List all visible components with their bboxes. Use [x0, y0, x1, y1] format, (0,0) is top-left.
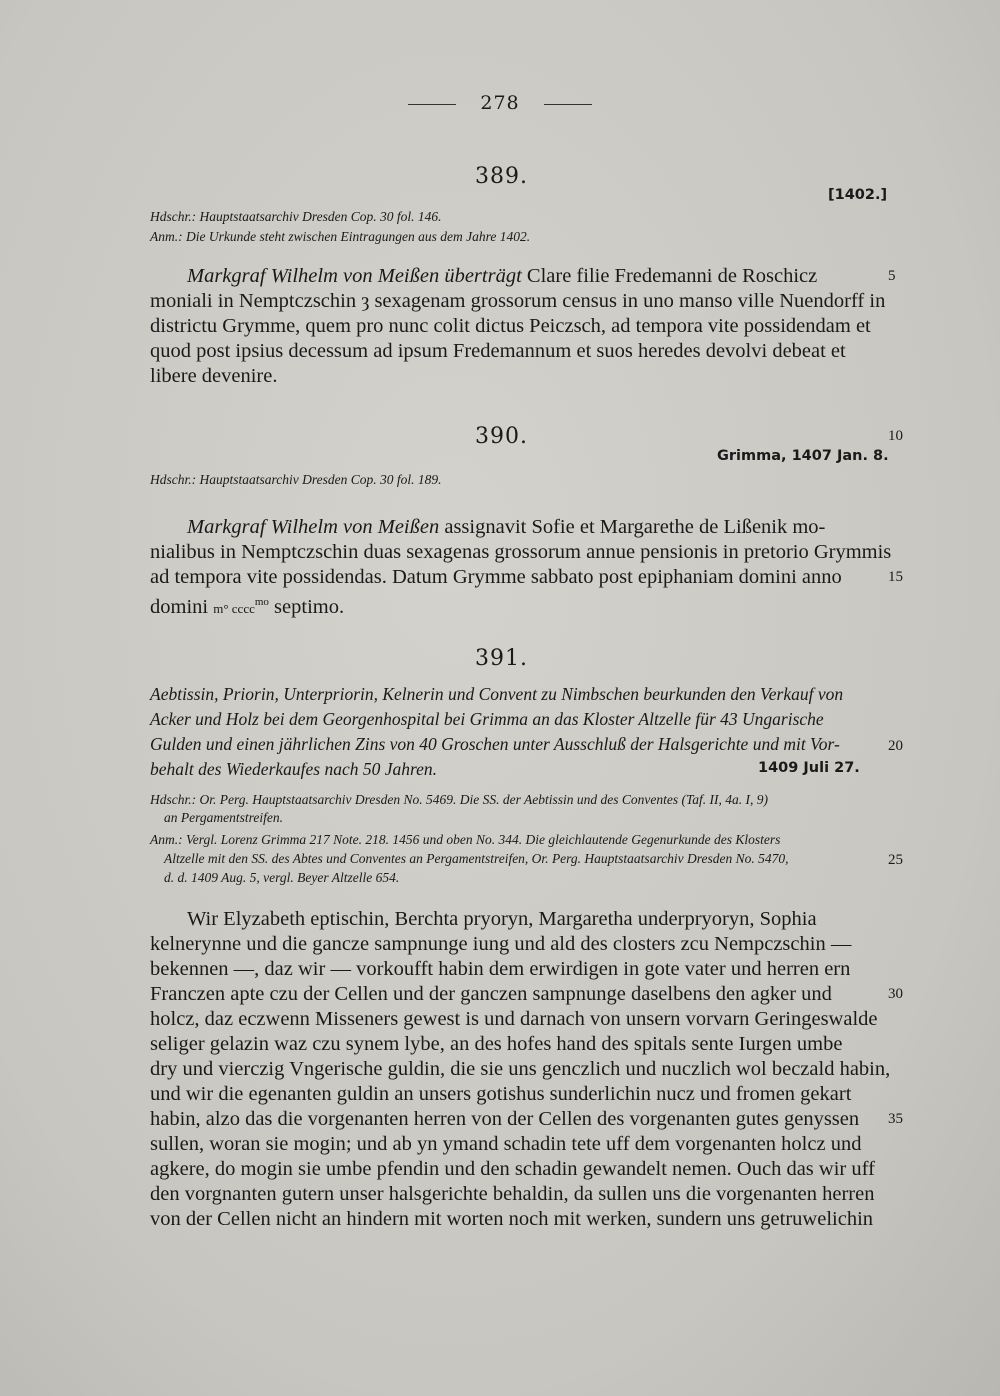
body-line-391-5: holcz, daz eczwenn Misseners gewest is und darnach von unsern vorvarn Geringeswalde — [150, 1008, 878, 1030]
body-line-391-9: habin, alzo das die vorgenanten herren von der Cellen des vorgenanten gutes genyssen — [150, 1108, 860, 1130]
document-number-389: 389. — [475, 164, 528, 189]
header-rule-left — [408, 104, 456, 105]
body-line-389-4: quod post ipsius decessum ad ipsum Fredemannum et suos heredes devolvi debeat et — [150, 340, 846, 362]
document-date-389: [1402.] — [828, 187, 888, 203]
body-line-391-7: dry und vierczig Vngerische guldin, die sie uns genczlich und nuczlich wol beczald habin, — [150, 1058, 891, 1080]
annotation-391-2: Altzelle mit den SS. des Abtes und Conventes an Pergamentstreifen, Or. Perg. Hauptstaatsarchiv Dresden No. 5470, — [164, 851, 789, 866]
manuscript-note-390: Hdschr.: Hauptstaatsarchiv Dresden Cop. 30 fol. 189. — [150, 472, 442, 487]
document-date-390: Grimma, 1407 Jan. 8. — [717, 448, 889, 464]
body-line-391-1: Wir Elyzabeth eptischin, Berchta pryoryn, Margaretha underpryoryn, Sophia — [187, 908, 817, 930]
line-number-5: 5 — [888, 268, 896, 284]
document-date-391: 1409 Juli 27. — [758, 760, 860, 776]
regest-line-2: Acker und Holz bei dem Georgenhospital bei Grimma an das Kloster Altzelle für 43 Ungarische — [150, 709, 824, 729]
page-header — [0, 92, 1000, 114]
body-line-390-3: ad tempora vite possidendas. Datum Grymme sabbato post epiphaniam domini anno — [150, 566, 842, 588]
body-line-391-12: den vorgnanten gutern unser halsgerichte behaldin, da sullen uns die vorgenanten herren — [150, 1183, 875, 1205]
regest-line-3: Gulden und einen jährlichen Zins von 40 Groschen unter Ausschluß der Halsgerichte und mit Vor- — [150, 734, 840, 754]
body-line-391-2: kelnerynne und die gancze sampnunge iung und ald des closters zcu Nempczschin — — [150, 933, 852, 955]
body-line-390-1: Markgraf Wilhelm von Meißen assignavit Sofie et Margarethe de Lißenik mo- — [187, 516, 826, 538]
line-number-10: 10 — [888, 428, 903, 444]
document-number-390: 390. — [475, 424, 528, 449]
document-number-391: 391. — [475, 646, 528, 671]
line-number-25: 25 — [888, 852, 903, 868]
header-rule-right — [544, 104, 592, 105]
manuscript-note-391-1: Hdschr.: Or. Perg. Hauptstaatsarchiv Dresden No. 5469. Die SS. der Aebtissin und des Conventes (Taf. II, 4a. I, 9) — [150, 792, 768, 807]
body-line-391-13: von der Cellen nicht an hindern mit worten noch mit werken, sundern uns getruwelichin — [150, 1208, 874, 1230]
body-line-389-5: libere devenire. — [150, 365, 278, 387]
line-number-20: 20 — [888, 738, 903, 754]
annotation-391-3: d. d. 1409 Aug. 5, vergl. Beyer Altzelle 654. — [164, 870, 400, 885]
body-line-391-8: und wir die egenanten guldin an unsers gotishus sunderlichin nucz und fromen gekart — [150, 1083, 852, 1105]
body-line-391-6: seliger gelazin waz czu synem lybe, an des hofes hand des spitals sente Iurgen umbe — [150, 1033, 843, 1055]
body-line-390-4: domini m° cccc$^{mo}$ septimo. — [150, 595, 345, 618]
body-line-391-10: sullen, woran sie mogin; und ab yn ymand schadin tete uff dem vorgenanten holcz und — [150, 1133, 862, 1155]
line-number-30: 30 — [888, 986, 903, 1002]
regest-line-1: Aebtissin, Priorin, Unterpriorin, Kelnerin und Convent zu Nimbschen beurkunden den Verkauf von — [150, 684, 844, 704]
line-number-35: 35 — [888, 1111, 903, 1127]
body-line-390-2: nialibus in Nemptczschin duas sexagenas grossorum annue pensionis in pretorio Grymmis — [150, 541, 892, 563]
annotation-391-1: Anm.: Vergl. Lorenz Grimma 217 Note. 218. 1456 und oben No. 344. Die gleichlautende Gegenurkunde des Klosters — [150, 832, 781, 847]
body-line-391-4: Franczen apte czu der Cellen und der ganczen sampnunge daselbens den agker und — [150, 983, 832, 1005]
manuscript-note-391-2: an Pergamentstreifen. — [164, 810, 283, 825]
roman-numeral-date: m° cccc — [213, 600, 255, 616]
annotation-389: Anm.: Die Urkunde steht zwischen Eintragungen aus dem Jahre 1402. — [150, 229, 531, 244]
body-line-389-2: moniali in Nemptczschin ȝ sexagenam grossorum census in uno manso ville Nuendorff in — [150, 290, 886, 312]
line-number-15: 15 — [888, 569, 903, 585]
body-line-391-3: bekennen —, daz wir — vorkoufft habin dem erwirdigen in gote vater und herren ern — [150, 958, 851, 980]
manuscript-note-389: Hdschr.: Hauptstaatsarchiv Dresden Cop. 30 fol. 146. — [150, 209, 442, 224]
page-number: 278 — [480, 92, 520, 114]
body-line-391-11: agkere, do mogin sie umbe pfendin und den schadin gewandelt nemen. Ouch das wir uff — [150, 1158, 875, 1180]
regest-line-4: behalt des Wiederkaufes nach 50 Jahren. — [150, 759, 438, 779]
body-line-389-3: districtu Grymme, quem pro nunc colit dictus Peiczsch, ad tempora vite possidendam et — [150, 315, 871, 337]
body-line-389-1: Markgraf Wilhelm von Meißen überträgt Clare filie Fredemanni de Roschicz — [187, 265, 818, 287]
